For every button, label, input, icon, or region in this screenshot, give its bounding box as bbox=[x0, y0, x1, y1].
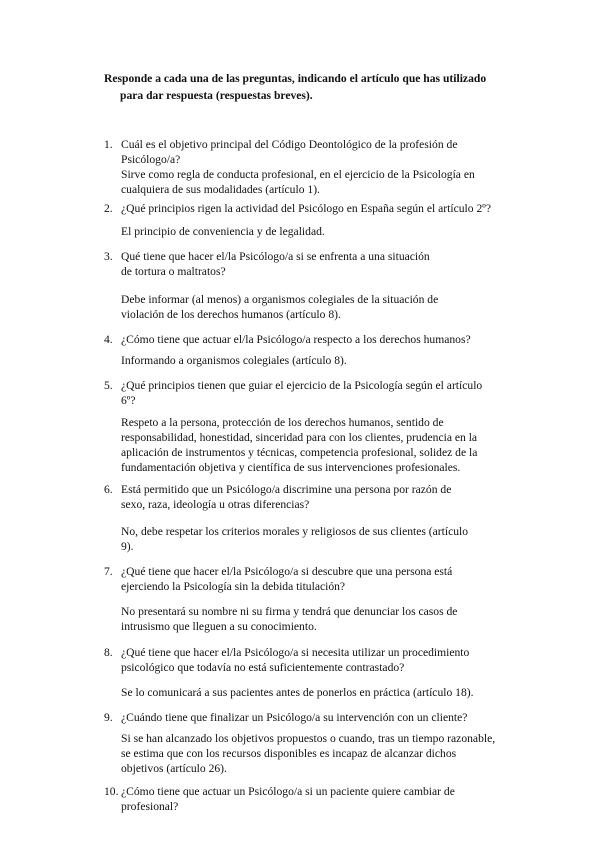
question-line: de tortura o maltratos? bbox=[121, 265, 226, 278]
question-text bbox=[121, 137, 521, 197]
answer-9 bbox=[121, 731, 501, 776]
question-line: ¿Cuándo tiene que finalizar un Psicólogo/a su intervención con un cliente? bbox=[121, 711, 468, 724]
question-line: ¿Cómo tiene que actuar un Psicólogo/a si un paciente quiere cambiar de bbox=[121, 785, 455, 798]
answer-line: Se lo comunicará a sus pacientes antes de ponerlos en práctica (artículo 18). bbox=[121, 686, 474, 699]
question-number: 2. bbox=[104, 202, 113, 215]
answer-line: intrusismo que lleguen a su conocimiento. bbox=[121, 620, 317, 633]
question-number: 3. bbox=[104, 250, 113, 263]
heading-line-2: para dar respuesta (respuestas breves). bbox=[120, 89, 313, 102]
question-line: ¿Qué principios tienen que guiar el ejercicio de la Psicología según el artículo bbox=[121, 379, 483, 392]
question-text bbox=[121, 564, 521, 594]
question-number: 10. bbox=[104, 785, 119, 798]
question-number: 6. bbox=[104, 483, 113, 496]
question-number: 7. bbox=[104, 565, 113, 578]
question-line: ¿Qué principios rigen la actividad del Psicólogo en España según el artículo 2º? bbox=[121, 202, 491, 215]
answer-line: No, debe respetar los criterios morales y religiosos de sus clientes (artículo bbox=[121, 525, 469, 538]
question-line: Cuál es el objetivo principal del Código Deontológico de la profesión de bbox=[121, 138, 458, 151]
question-line: profesional? bbox=[121, 800, 179, 813]
question-number: 1. bbox=[104, 138, 113, 151]
answer-line: Debe informar (al menos) a organismos colegiales de la situación de bbox=[121, 293, 439, 306]
answer-line: aplicación de instrumentos y técnicas, competencia profesional, solidez de la bbox=[121, 446, 478, 459]
question-text bbox=[121, 378, 521, 408]
question-text bbox=[121, 784, 521, 814]
answer-line: Sirve como regla de conducta profesional, en el ejercicio de la Psicología en bbox=[121, 168, 475, 181]
question-line: ¿Qué tiene que hacer el/la Psicólogo/a si descubre que una persona está bbox=[121, 565, 453, 578]
answer-line: Informando a organismos colegiales (artículo 8). bbox=[121, 354, 347, 367]
answer-3 bbox=[121, 292, 501, 322]
answer-6 bbox=[121, 524, 501, 554]
question-text bbox=[121, 249, 521, 279]
instructions-heading bbox=[104, 70, 524, 104]
question-line: 6º? bbox=[121, 394, 136, 407]
question-line: ¿Qué tiene que hacer el/la Psicólogo/a si necesita utilizar un procedimiento bbox=[121, 646, 470, 659]
question-text bbox=[121, 201, 521, 216]
answer-line: fundamentación objetiva y científica de sus intervenciones profesionales. bbox=[121, 461, 461, 474]
question-line: Psicólogo/a? bbox=[121, 153, 181, 166]
answer-line: objetivos (artículo 26). bbox=[121, 762, 227, 775]
question-line: ¿Cómo tiene que actuar el/la Psicólogo/a respecto a los derechos humanos? bbox=[121, 333, 471, 346]
question-number: 9. bbox=[104, 711, 113, 724]
answer-line: violación de los derechos humanos (artículo 8). bbox=[121, 308, 341, 321]
question-line: Está permitido que un Psicólogo/a discrimine una persona por razón de bbox=[121, 483, 452, 496]
question-text bbox=[121, 710, 521, 725]
question-text bbox=[121, 645, 521, 675]
answer-2 bbox=[121, 224, 501, 239]
answer-4 bbox=[121, 353, 501, 368]
question-line: sexo, raza, ideología u otras diferencias? bbox=[121, 498, 310, 511]
question-line: psicológico que todavía no está suficientemente contrastado? bbox=[121, 661, 405, 674]
answer-line: Respeto a la persona, protección de los derechos humanos, sentido de bbox=[121, 416, 444, 429]
question-text bbox=[121, 482, 521, 512]
answer-line: No presentará su nombre ni su firma y tendrá que denunciar los casos de bbox=[121, 605, 458, 618]
answer-line: se estima que con los recursos disponibles es incapaz de alcanzar dichos bbox=[121, 747, 457, 760]
question-text bbox=[121, 332, 521, 347]
question-line: Qué tiene que hacer el/la Psicólogo/a si se enfrenta a una situación bbox=[121, 250, 430, 263]
answer-line: 9). bbox=[121, 540, 134, 553]
question-number: 5. bbox=[104, 379, 113, 392]
answer-7 bbox=[121, 604, 501, 634]
heading-line-1: Responde a cada una de las preguntas, indicando el artículo que has utilizado bbox=[104, 72, 487, 85]
answer-line: cualquiera de sus modalidades (artículo 1). bbox=[121, 183, 320, 196]
question-number: 8. bbox=[104, 646, 113, 659]
question-number: 4. bbox=[104, 333, 113, 346]
answer-line: El principio de conveniencia y de legalidad. bbox=[121, 225, 325, 238]
question-line: ejerciendo la Psicología sin la debida titulación? bbox=[121, 580, 346, 593]
answer-8 bbox=[121, 685, 501, 700]
answer-5 bbox=[121, 415, 501, 475]
answer-line: responsabilidad, honestidad, sinceridad para con los clientes, prudencia en la bbox=[121, 431, 478, 444]
answer-line: Si se han alcanzado los objetivos propuestos o cuando, tras un tiempo razonable, bbox=[121, 732, 496, 745]
